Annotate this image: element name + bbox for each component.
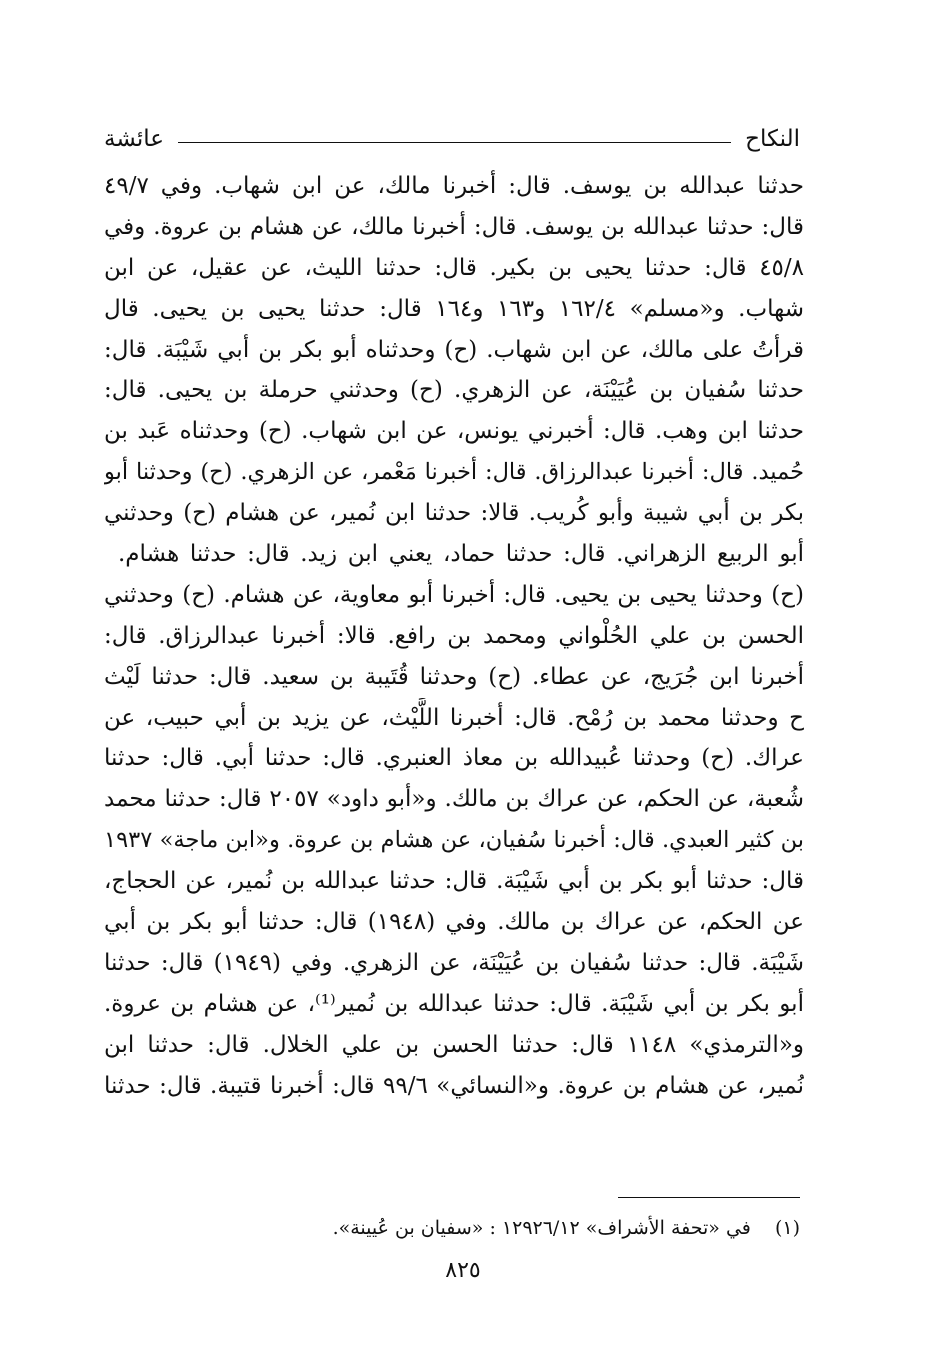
footnote-text: في «تحفة الأشراف» ١٢٩٢٦/١٢ : «سفيان بن عُيينة». [332,1217,751,1239]
text-line: عراك. (ح) وحدثنا عُبيدالله بن معاذ العنبري. قال: حدثنا أبي. قال: حدثنا [104,745,804,772]
text-line: قال: حدثنا عبدالله بن يوسف. قال: أخبرنا مالك، عن هشام بن عروة. وفي [104,213,804,240]
text-line: أخبرنا ابن جُرَيج، عن عطاء. (ح) وحدثنا قُتَيبة بن سعيد. قال: حدثنا لَيْث [104,663,804,690]
text-line: بكر بن أبي شيبة وأبو كُريب. قالا: حدثنا ابن نُمير، عن هشام (ح) وحدثني [104,500,804,527]
text-line: حُميد. قال: أخبرنا عبدالرزاق. قال: أخبرنا مَعْمر، عن الزهري. (ح) وحدثنا أبو [104,459,804,486]
chapter-title: النكاح [745,126,800,152]
text-line: (ح) وحدثنا يحيى بن يحيى. قال: أخبرنا أبو معاوية، عن هشام. (ح) وحدثني [104,581,804,608]
text-line: قرأتُ على مالك، عن ابن شهاب. (ح) وحدثناه أبو بكر بن أبي شَيْبَة. قال: [104,336,804,363]
text-line: بن كثير العبدي. قال: أخبرنا سُفيان، عن هشام بن عروة. و«ابن ماجة» ١٩٣٧ [104,827,804,854]
text-line: و«الترمذي» ١١٤٨ قال: حدثنا الحسن بن علي الخلال. قال: حدثنا ابن [104,1031,804,1058]
text-line: ح وحدثنا محمد بن رُمْح. قال: أخبرنا اللَّيْث، عن يزيد بن أبي حبيب، عن [104,704,804,731]
text-line: أبو بكر بن أبي شَيْبَة. قال: حدثنا عبدالله بن نُمير⁽¹⁾، عن هشام بن عروة. [104,990,804,1017]
text-line: حدثنا سُفيان بن عُيَيْنَة، عن الزهري. (ح) وحدثني حرملة بن يحيى. قال: [104,377,804,404]
text-line: أبو الربيع الزهراني. قال: حدثنا حماد، يعني ابن زيد. قال: حدثنا هشام. [118,541,804,568]
text-line: شُعبة، عن الحكم، عن عراك بن مالك. و«أبو داود» ٢٠٥٧ قال: حدثنا محمد [104,786,804,813]
text-line: الحسن بن علي الحُلْواني ومحمد بن رافع. قالا: أخبرنا عبدالرزاق. قال: [104,622,804,649]
running-header [104,112,800,152]
text-line: شهاب. و«مسلم» ١٦٢/٤ و١٦٣ و١٦٤ قال: حدثنا يحيى بن يحيى. قال [104,295,804,322]
text-line: نُمير، عن هشام بن عروة. و«النسائي» ٩٩/٦ قال: أخبرنا قتيبة. قال: حدثنا [104,1072,804,1099]
text-line: قال: حدثنا أبو بكر بن أبي شَيْبَة. قال: حدثنا عبدالله بن نُمير، عن الحجاج، [104,868,804,895]
narrator-name: عائشة [104,126,164,152]
main-text [104,166,804,1106]
text-line: شَيْبَة. قال: حدثنا سُفيان بن عُيَيْنَة، عن الزهري. وفي (١٩٤٩) قال: حدثنا [104,949,804,976]
footnote [104,1214,800,1242]
footnote-number: (١) [774,1217,800,1239]
header-rule [178,142,731,143]
text-line: حدثنا عبدالله بن يوسف. قال: أخبرنا مالك، عن ابن شهاب. وفي ٤٩/٧ [104,173,804,199]
footnote-separator [618,1197,800,1198]
page-number: ٨٢٥ [445,1258,481,1283]
text-line: ٤٥/٨ قال: حدثنا يحيى بن بكير. قال: حدثنا الليث، عن عقيل، عن ابن [104,254,804,281]
text-line: عن الحكم، عن عراك بن مالك. وفي (١٩٤٨) قال: حدثنا أبو بكر بن أبي [104,909,804,936]
text-line: حدثنا ابن وهب. قال: أخبرني يونس، عن ابن شهاب. (ح) وحدثناه عَبد بن [104,418,804,445]
